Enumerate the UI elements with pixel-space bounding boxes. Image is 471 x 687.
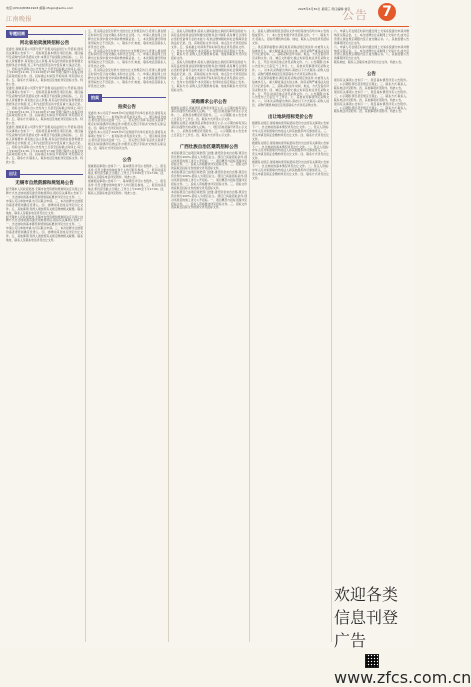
article-body: 六、申请人可在规定时间内通过网上交易系统提交申请并缴纳竞买保证金。七、本次挂牌出让采取网上交易方式,成交后竞得人须在规定期限内签订成交确认书。八、其他需要公告的事项详见出让文件。 [334, 29, 409, 45]
article-body: 九、投标人须知前附表及招标文件中的其他内容均为本公告的组成部分。十、本公告发布媒介详见招标文件。十一、联系方式:招标人、招标代理机构名称、地址、联系人及电话详见招标文件。 [252, 29, 329, 45]
column-divider [331, 30, 332, 642]
column-5 [334, 30, 409, 114]
header-dateline: 2025年4月30日 星期三 责任编辑:刘宇 [298, 7, 351, 11]
article-body: 受委托,现就某某公司部分资产及相关权益进行公开招标,现将有关事项公告如下:一、招标项目基本情况:项目名称、项目编号及采购内容详见招标文件,本项目不接受联合体投标。二、投标人资格要求:具有独立法人资格,具有良好的商业信誉和健全的财务会计制度,近三年内在经营活动中没有重大违法记录。三、招标文件获取:自公告发布之日起至投标截止时间止,每日上午9:00至11:30,下午14:00至17:00(节假日除外),在指定地点获取招标文件。四、投标截止时间及开标时间:详见招标文件。五、联系方式:联系人、联系电话及地址详见招标文件。特此公告。 [6, 86, 83, 126]
category-label: 拍卖 [88, 94, 102, 102]
ad-url[interactable]: www.zfcs.com.cn [334, 668, 471, 687]
article-body: 根据有关规定,现就项目采购需求进行公示,公示期内如有异议请以书面形式向采购人反映。一、项目名称及编号详见公示文件。二、采购需求概况详见附件。三、公示期限:自公告发布之日起五个工作日。四、联系方式详见公示文件。 [171, 105, 247, 122]
article-body: 本招标项目已由项目审批部门批准,建设资金来自自筹,项目出资比例为100%,招标人为项目业主。项目已具备招标条件,现对该项目的施工进行公开招标。一、项目概况与招标范围详见招标文件。二、投标人资格要求详见招标文件。三、招标文件的获取及投标文件的递交详见招标文件。 [171, 150, 247, 171]
page-number-badge: 7 [378, 3, 396, 21]
header-contact: 电话:(0510)83811903 邮箱:zfcgzx@sohu.com [6, 6, 74, 10]
article-body: 受委托,现就某某公司部分资产及相关权益进行公开招标,现将有关事项公告如下:一、招标项目基本情况:项目名称、项目编号及采购内容详见招标文件,本项目不接受联合体投标。二、投标人资格要求:具有独立法人资格,具有良好的商业信誉和健全的财务会计制度,近三年内在经营活动中没有重大违法记录。三、招标文件获取:自公告发布之日起至投标截止时间止,每日上午9:00至11:30,下午14:00至17:00(节假日除外),在指定地点获取招标文件。四、投标截止时间及开标时间:详见招标文件。五、联系方式:联系人、联系电话及地址详见招标文件。特此公告。 [6, 125, 83, 165]
category-tab [6, 170, 83, 178]
category-tab [88, 94, 166, 102]
article-body: 现将有关事项公告如下:一、项目基本情况详见公告附件。二、公示期限:即日起至规定日期止。三、联系方式:联系人、联系电话详见附件。四、其他事项详见附件。特此公告。 [334, 78, 409, 90]
article-body: 经无锡市人民政府批准,无锡市自然资源和规划局决定以网上挂牌方式出让地块国有建设用地使用权,现将有关事项公告如下:一、出让地块的基本情况和规划指标要求详见出让文件。二、申请人可以单独申请,也可以联合申请。三、本次挂牌出让按照价高者得原则确定竞得人。四、挂牌时间及地点详见出让文件。五、其他事项:竞得人须按照有关规定缴纳相关税费。联系地址、联系人及联系电话详见出让文件。 [6, 187, 83, 215]
article-body: 受委托,本公司定于2025年5月在网络平台举行拍卖会,现将有关事项公告如下:一、拍卖标的:详见拍卖文件。二、展示时间及地点:即日起至拍卖会前一日。三、竞买登记手续:有意竞买者请于规定时间前携带有效证件办理竞买登记手续并交纳竞买保证金。四、联系方式详见拍卖文件。 [88, 110, 166, 131]
article-body: 二、供应商资格要求:满足政府采购法规定的条件,未被列入失信被执行人、重大税收违法失信主体、政府采购严重违法失信行为记录名单。三、获取采购文件:时间、地点、方式及售价详见采购文件。四、响应文件提交:截止时间及地点详见采购文件。五、开启:时间及地点详见采购文件。六、公告期限:自本公告发布之日起五个工作日。七、其他补充事项详见采购文件。八、对本次采购提出询问,请按以下方式联系:采购人信息、采购代理机构信息及项目联系方式详见采购文件。 [252, 75, 329, 108]
article-title: 公告 [367, 72, 376, 78]
article-body: 经无锡市人民政府批准,无锡市自然资源和规划局决定以网上挂牌方式出让地块国有建设用地使用权,现将有关事项公告如下:一、出让地块的基本情况和规划指标要求详见出让文件。二、申请人可以单独申请,也可以联合申请。三、本次挂牌出让按照价高者得原则确定竞得人。四、挂牌时间及地点详见出让文件。五、其他事项:竞得人须按照有关规定缴纳相关税费。联系地址、联系人及联系电话详见出让文件。 [6, 214, 83, 242]
article-body: 本招标项目已由项目审批部门批准,建设资金来自自筹,项目出资比例为100%,招标人为项目业主。项目已具备招标条件,现对该项目的施工进行公开招标。一、项目概况与招标范围详见招标文件。二、投标人资格要求详见招标文件。三、招标文件的获取及投标文件的递交详见招标文件。 [171, 170, 247, 190]
article-title: 河北省拍卖流转招标公告 [19, 41, 70, 46]
article-body: 受委托,现就某某公司部分资产及相关权益进行公开招标,现将有关事项公告如下:一、招标项目基本情况:项目名称、项目编号及采购内容详见招标文件,本项目不接受联合体投标。二、投标人资格要求:具有独立法人资格,具有良好的商业信誉和健全的财务会计制度,近三年内在经营活动中没有重大违法记录。三、招标文件获取:自公告发布之日起至投标截止时间止,每日上午9:00至11:30,下午14:00至17:00(节假日除外),在指定地点获取招标文件。四、投标截止时间及开标时间:详见招标文件。五、联系方式:联系人、联系电话及地址详见招标文件。特此公告。 [6, 47, 83, 87]
article-body: 现就相关事项公告如下:一、基本情况:详见公告附件。二、报名条件:凡符合要求的单位和个人均可报名参加。三、报名时间及地点:即日起至截止日期止,工作日上午9:00至下午17:00。四、联系人及联系电话详见附件。特此公告。 [88, 179, 166, 195]
article-body: 本招标项目已由项目审批部门批准,建设资金来自自筹,项目出资比例为100%,招标人为项目业主。项目已具备招标条件,现对该项目的施工进行公开招标。一、项目概况与招标范围详见招标文件。二、投标人资格要求详见招标文件。三、招标文件的获取及投标文件的递交详见招标文件。 [171, 189, 247, 210]
article-title: 出让地块招标竞价公告 [268, 115, 313, 121]
header-brand: 江南晚报 [6, 16, 33, 23]
article-body: 现将有关事项公告如下:一、项目基本情况详见公告附件。二、公示期限:即日起至规定日期止。三、联系方式:联系人、联系电话详见附件。四、其他事项详见附件。特此公告。 [334, 89, 409, 102]
category-label: 专题招商 [6, 30, 28, 38]
article-body: 现就相关事项公告如下:一、基本情况:详见公告附件。二、报名条件:凡符合要求的单位和个人均可报名参加。三、报名时间及地点:即日起至截止日期止,工作日上午9:00至下午17:00。四、联系人及联系电话详见附件。特此公告。 [88, 163, 166, 180]
article-body: 现将有关事项公告如下:一、项目基本情况详见公告附件。二、公示期限:即日起至规定日期止。三、联系方式:联系人、联系电话详见附件。四、其他事项详见附件。特此公告。 [334, 101, 409, 114]
article-body: 受委托,本公司定于2025年5月在网络平台举行拍卖会,现将有关事项公告如下:一、拍卖标的:详见拍卖文件。二、展示时间及地点:即日起至拍卖会前一日。三、竞买登记手续:有意竞买者请于规定时间前携带有效证件办理竞买登记手续并交纳竞买保证金。四、联系方式详见拍卖文件。 [88, 130, 166, 150]
article-body: 二、供应商资格要求:满足政府采购法规定的条件,未被列入失信被执行人、重大税收违法失信主体、政府采购严重违法失信行为记录名单。三、获取采购文件:时间、地点、方式及售价详见采购文件。四、响应文件提交:截止时间及地点详见采购文件。五、开启:时间及地点详见采购文件。六、公告期限:自本公告发布之日起五个工作日。七、其他补充事项详见采购文件。八、对本次采购提出询问,请按以下方式联系:采购人信息、采购代理机构信息及项目联系方式详见采购文件。 [252, 44, 329, 76]
article-title: 拍卖公告 [118, 104, 136, 110]
column-divider [168, 30, 169, 642]
category-tab [6, 30, 83, 38]
column-2 [88, 30, 166, 196]
article-body: 根据有关规定,现将地块使用权招标竞价出让的有关事项公告如下:一、出让地块的基本情况详见出让文件。二、竞买人资格:中华人民共和国境内外的法人和其他组织均可参加竞买。三、竞买申请及保证金缴纳详见出让文件。四、联系方式详见出让文件。 [252, 160, 329, 180]
article-title: 无锡市自然资源和规划局公告 [15, 181, 74, 187]
article-body: 联系地址、联系人及联系电话详见出让文件。特此公告。 [334, 60, 404, 65]
column-divider [85, 30, 86, 642]
article-body: 三、投标人资格要求:投标人须具备独立承担民事责任的能力,具有良好的商业信誉和健全的财务会计制度,具有履行合同所必需的设备和专业技术能力,有依法缴纳税收和社会保障资金的良好记录。四、获取招标文件:时间、地点及方式详见招标文件。五、投标截止时间和开标时间及地点详见招标文件。六、发布公告的媒介:本次招标公告同时在指定网站上发布。七、联系方式:采购人及代理机构名称、地址和联系方式详见招标文件。 [171, 60, 247, 92]
article-title: 广西壮族自治区建筑招标公告 [179, 144, 239, 150]
column-4 [252, 30, 329, 181]
article-body: 根据有关规定,现将地块使用权招标竞价出让的有关事项公告如下:一、出让地块的基本情况详见出让文件。二、竞买人资格:中华人民共和国境内外的法人和其他组织均可参加竞买。三、竞买申请及保证金缴纳详见出让文件。四、联系方式详见出让文件。 [252, 140, 329, 161]
ad-footer [334, 582, 471, 687]
article-body: 五、竞买保证金及付款方式按出让文件规定执行,竞得人须在规定时间内签订成交确认书和出让合同。六、申请人须在网上挂牌出让系统中提交申请并缴纳保证金。七、本次国有建设用地使用权出让不设底价。八、联系方式:地址、联系电话及联系人详见出让文件。 [88, 29, 166, 49]
header-rule [6, 26, 409, 27]
column-3 [171, 30, 247, 210]
article-body: 五、竞买保证金及付款方式按出让文件规定执行,竞得人须在规定时间内签订成交确认书和出让合同。六、申请人须在网上挂牌出让系统中提交申请并缴纳保证金。七、本次国有建设用地使用权出让不设底价。八、联系方式:地址、联系电话及联系人详见出让文件。 [88, 48, 166, 69]
article-title: 公告 [122, 157, 132, 163]
section-title: 公告 [342, 8, 369, 22]
article-body: 五、竞买保证金及付款方式按出让文件规定执行,竞得人须在规定时间内签订成交确认书和出让合同。六、申请人须在网上挂牌出让系统中提交申请并缴纳保证金。七、本次国有建设用地使用权出让不设底价。八、联系方式:地址、联系电话及联系人详见出让文件。 [88, 68, 166, 88]
column-divider [249, 30, 250, 642]
article-body: 根据有关规定,现就项目采购需求进行公示,公示期内如有异议请以书面形式向采购人反映。一、项目名称及编号详见公示文件。二、采购需求概况详见附件。三、公示期限:自公告发布之日起五个工作日。四、联系方式详见公示文件。 [171, 121, 247, 137]
article-body: 六、申请人可在规定时间内通过网上交易系统提交申请并缴纳竞买保证金。七、本次挂牌出让采取网上交易方式,成交后竞得人须在规定期限内签订成交确认书。八、其他需要公告的事项详见出让文件。 [334, 44, 409, 61]
article-body: 根据有关规定,现将地块使用权招标竞价出让的有关事项公告如下:一、出让地块的基本情况详见出让文件。二、竞买人资格:中华人民共和国境内外的法人和其他组织均可参加竞买。三、竞买申请及保证金缴纳详见出让文件。四、联系方式详见出让文件。 [252, 121, 329, 141]
ad-title: 欢迎各类信息刊登广告 [334, 585, 399, 650]
category-label: 出让 [6, 170, 20, 178]
qr-code-icon [365, 654, 379, 668]
article-title: 采购需求公示公告 [191, 99, 227, 105]
article-body: 三、投标人资格要求:投标人须具备独立承担民事责任的能力,具有良好的商业信誉和健全的财务会计制度,具有履行合同所必需的设备和专业技术能力,有依法缴纳税收和社会保障资金的良好记录。四、获取招标文件:时间、地点及方式详见招标文件。五、投标截止时间和开标时间及地点详见招标文件。六、发布公告的媒介:本次招标公告同时在指定网站上发布。七、联系方式:采购人及代理机构名称、地址和联系方式详见招标文件。 [171, 29, 247, 61]
column-1 [6, 30, 83, 243]
